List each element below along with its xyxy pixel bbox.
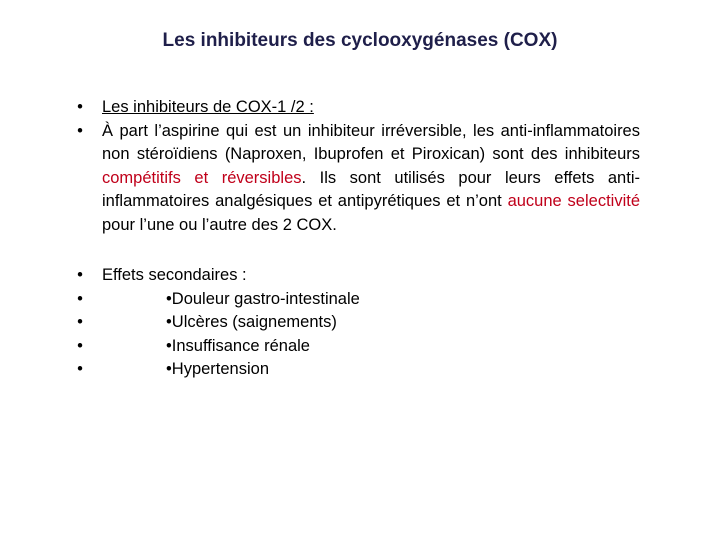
side-effects-heading: Effets secondaires : [102,266,247,284]
nsaid-highlight-selectivity: aucune selectivité [507,192,640,210]
cox-inhibitors-heading: Les inhibiteurs de COX-1 /2 : [102,98,314,116]
side-effect-label: Douleur gastro-intestinale [171,289,360,308]
side-effect-label: Hypertension [171,360,270,378]
sub-bullet-marker: • [166,289,172,308]
slide-title: Les inhibiteurs des cyclooxygénases (COX) [162,30,558,51]
nsaid-text-1: À part l’aspirine qui est un inhibiteur irréversible, les anti-inflammatoires non stéroïdiens (Naproxen, Ibuprofen et Piroxican) sont des inhibiteurs [102,121,640,163]
bullet-marker: • [77,336,83,355]
sub-bullet-marker: • [166,313,172,331]
nsaid-text-3: pour l’une ou l’autre des 2 COX. [102,215,337,234]
side-effect-item [70,311,640,335]
nsaid-highlight-competitive: compétitifs et réversibles [102,168,302,187]
side-effect-item [70,358,640,382]
sub-bullet-marker: • [166,336,172,355]
bullet-marker: • [77,121,83,140]
bullet-marker: • [77,313,83,331]
sub-bullet-marker: • [166,360,172,378]
bullet-marker: • [77,266,83,284]
bullet-marker: • [77,360,83,378]
side-effect-item [70,335,640,359]
bullet-nsaid-description [70,120,640,238]
side-effect-label: Insuffisance rénale [171,336,310,355]
bullet-marker: • [77,289,83,308]
bullet-side-effects [70,264,640,288]
bullet-list [70,96,640,382]
nsaid-text-2: . Ils sont utilisés pour leurs effets anti-inflammatoires analgésiques et antipyrétiques et n’ont [102,168,640,210]
bullet-cox-inhibitors [70,96,640,120]
side-effect-label: Ulcères (saignements) [171,313,337,331]
bullet-marker: • [77,98,83,116]
side-effect-item [70,288,640,312]
